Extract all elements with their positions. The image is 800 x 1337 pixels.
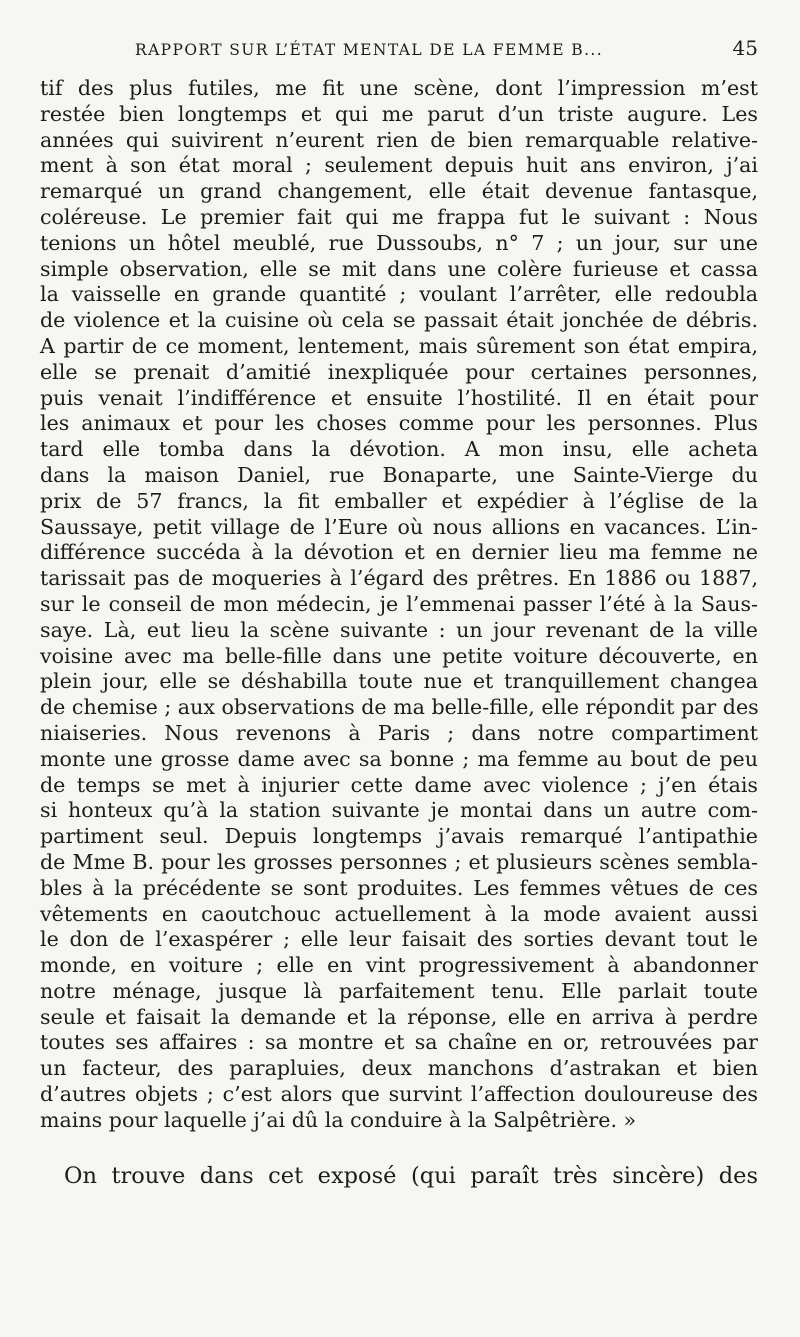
text-line: un facteur, des parapluies, deux manchons d’astrakan et bien (40, 1056, 758, 1081)
text-line: remarqué un grand changement, elle était devenue fantasque, (40, 179, 758, 204)
text-line: de chemise ; aux observations de ma belle-fille, elle répondit par des (40, 695, 759, 720)
running-title: RAPPORT SUR L’ÉTAT MENTAL DE LA FEMME B... (135, 41, 604, 59)
text-line: plein jour, elle se déshabilla toute nue et tranquillement changea (40, 669, 758, 694)
text-line: de temps se met à injurier cette dame avec violence ; j’en étais (40, 772, 758, 797)
text-line: mains pour laquelle j’ai dû la conduire à la Salpêtrière. » (40, 1107, 637, 1132)
text-line: tif des plus futiles, me fit une scène, dont l’impression m’est (40, 76, 758, 100)
text-line: saye. Là, eut lieu la scène suivante : un jour revenant de la ville (40, 617, 758, 642)
text-line: monde, en voiture ; elle en vint progressivement à abandonner (40, 953, 758, 978)
text-line: différence succéda à la dévotion et en dernier lieu ma femme ne (40, 540, 758, 565)
text-line: On trouve dans cet exposé (qui paraît très sincère) des (64, 1162, 758, 1189)
text-line: si honteux qu’à la station suivante je montai dans un autre com- (40, 798, 758, 823)
text-line: d’autres objets ; c’est alors que survint l’affection douloureuse des (40, 1082, 758, 1107)
text-line: notre ménage, jusque là parfaitement tenu. Elle parlait toute (40, 978, 758, 1003)
text-line: simple observation, elle se mit dans une colère furieuse et cassa (40, 256, 758, 281)
text-line: voisine avec ma belle-fille dans une petite voiture découverte, en (40, 643, 758, 668)
text-line: tard elle tomba dans la dévotion. A mon insu, elle acheta (40, 437, 758, 462)
text-line: tarissait pas de moqueries à l’égard des prêtres. En 1886 ou 1887, (40, 566, 758, 591)
text-line: tenions un hôtel meublé, rue Dussoubs, n° 7 ; un jour, sur une (40, 230, 758, 255)
page-number: 45 (732, 36, 758, 60)
body-text (40, 76, 758, 1190)
text-line: les animaux et pour les choses comme pour les personnes. Plus (40, 411, 758, 436)
text-line: prix de 57 francs, la fit emballer et expédier à l’église de la (40, 488, 758, 513)
text-line: de violence et la cuisine où cela se passait était jonchée de débris. (40, 308, 758, 333)
text-line: coléreuse. Le premier fait qui me frappa fut le suivant : Nous (40, 204, 758, 229)
text-line: bles à la précédente se sont produites. Les femmes vêtues de ces (40, 875, 758, 900)
text-line: puis venait l’indifférence et ensuite l’hostilité. Il en était pour (40, 385, 758, 410)
text-line: restée bien longtemps et qui me parut d’un triste augure. Les (40, 101, 758, 126)
text-line: monte une grosse dame avec sa bonne ; ma femme au bout de peu (40, 746, 758, 771)
text-line: niaiseries. Nous revenons à Paris ; dans notre compartiment (40, 720, 758, 745)
text-line: sur le conseil de mon médecin, je l’emmenai passer l’été à la Saus- (40, 591, 758, 616)
text-line: elle se prenait d’amitié inexpliquée pour certaines personnes, (40, 359, 758, 384)
paragraph-continued (40, 76, 758, 1134)
text-line: la vaisselle en grande quantité ; voulant l’arrêter, elle redoubla (40, 282, 758, 307)
paragraph-new (40, 1162, 758, 1190)
text-line: dans la maison Daniel, rue Bonaparte, une Sainte-Vierge du (40, 462, 758, 487)
text-line: partiment seul. Depuis longtemps j’avais remarqué l’antipathie (40, 824, 758, 849)
text-line: le don de l’exaspérer ; elle leur faisait des sorties devant tout le (40, 927, 758, 952)
running-head (40, 36, 758, 76)
text-line: de Mme B. pour les grosses personnes ; et plusieurs scènes sembla- (40, 849, 758, 874)
text-line: toutes ses affaires : sa montre et sa chaîne en or, retrouvées par (40, 1030, 758, 1055)
text-line: vêtements en caoutchouc actuellement à la mode avaient aussi (40, 901, 758, 926)
text-line: ment à son état moral ; seulement depuis huit ans environ, j’ai (40, 153, 758, 178)
text-line: années qui suivirent n’eurent rien de bien remarquable relative- (40, 127, 758, 152)
text-line: Saussaye, petit village de l’Eure où nous allions en vacances. L’in- (40, 514, 758, 539)
text-line: seule et faisait la demande et la réponse, elle en arriva à perdre (40, 1004, 758, 1029)
text-line: A partir de ce moment, lentement, mais sûrement son état empira, (40, 333, 758, 358)
